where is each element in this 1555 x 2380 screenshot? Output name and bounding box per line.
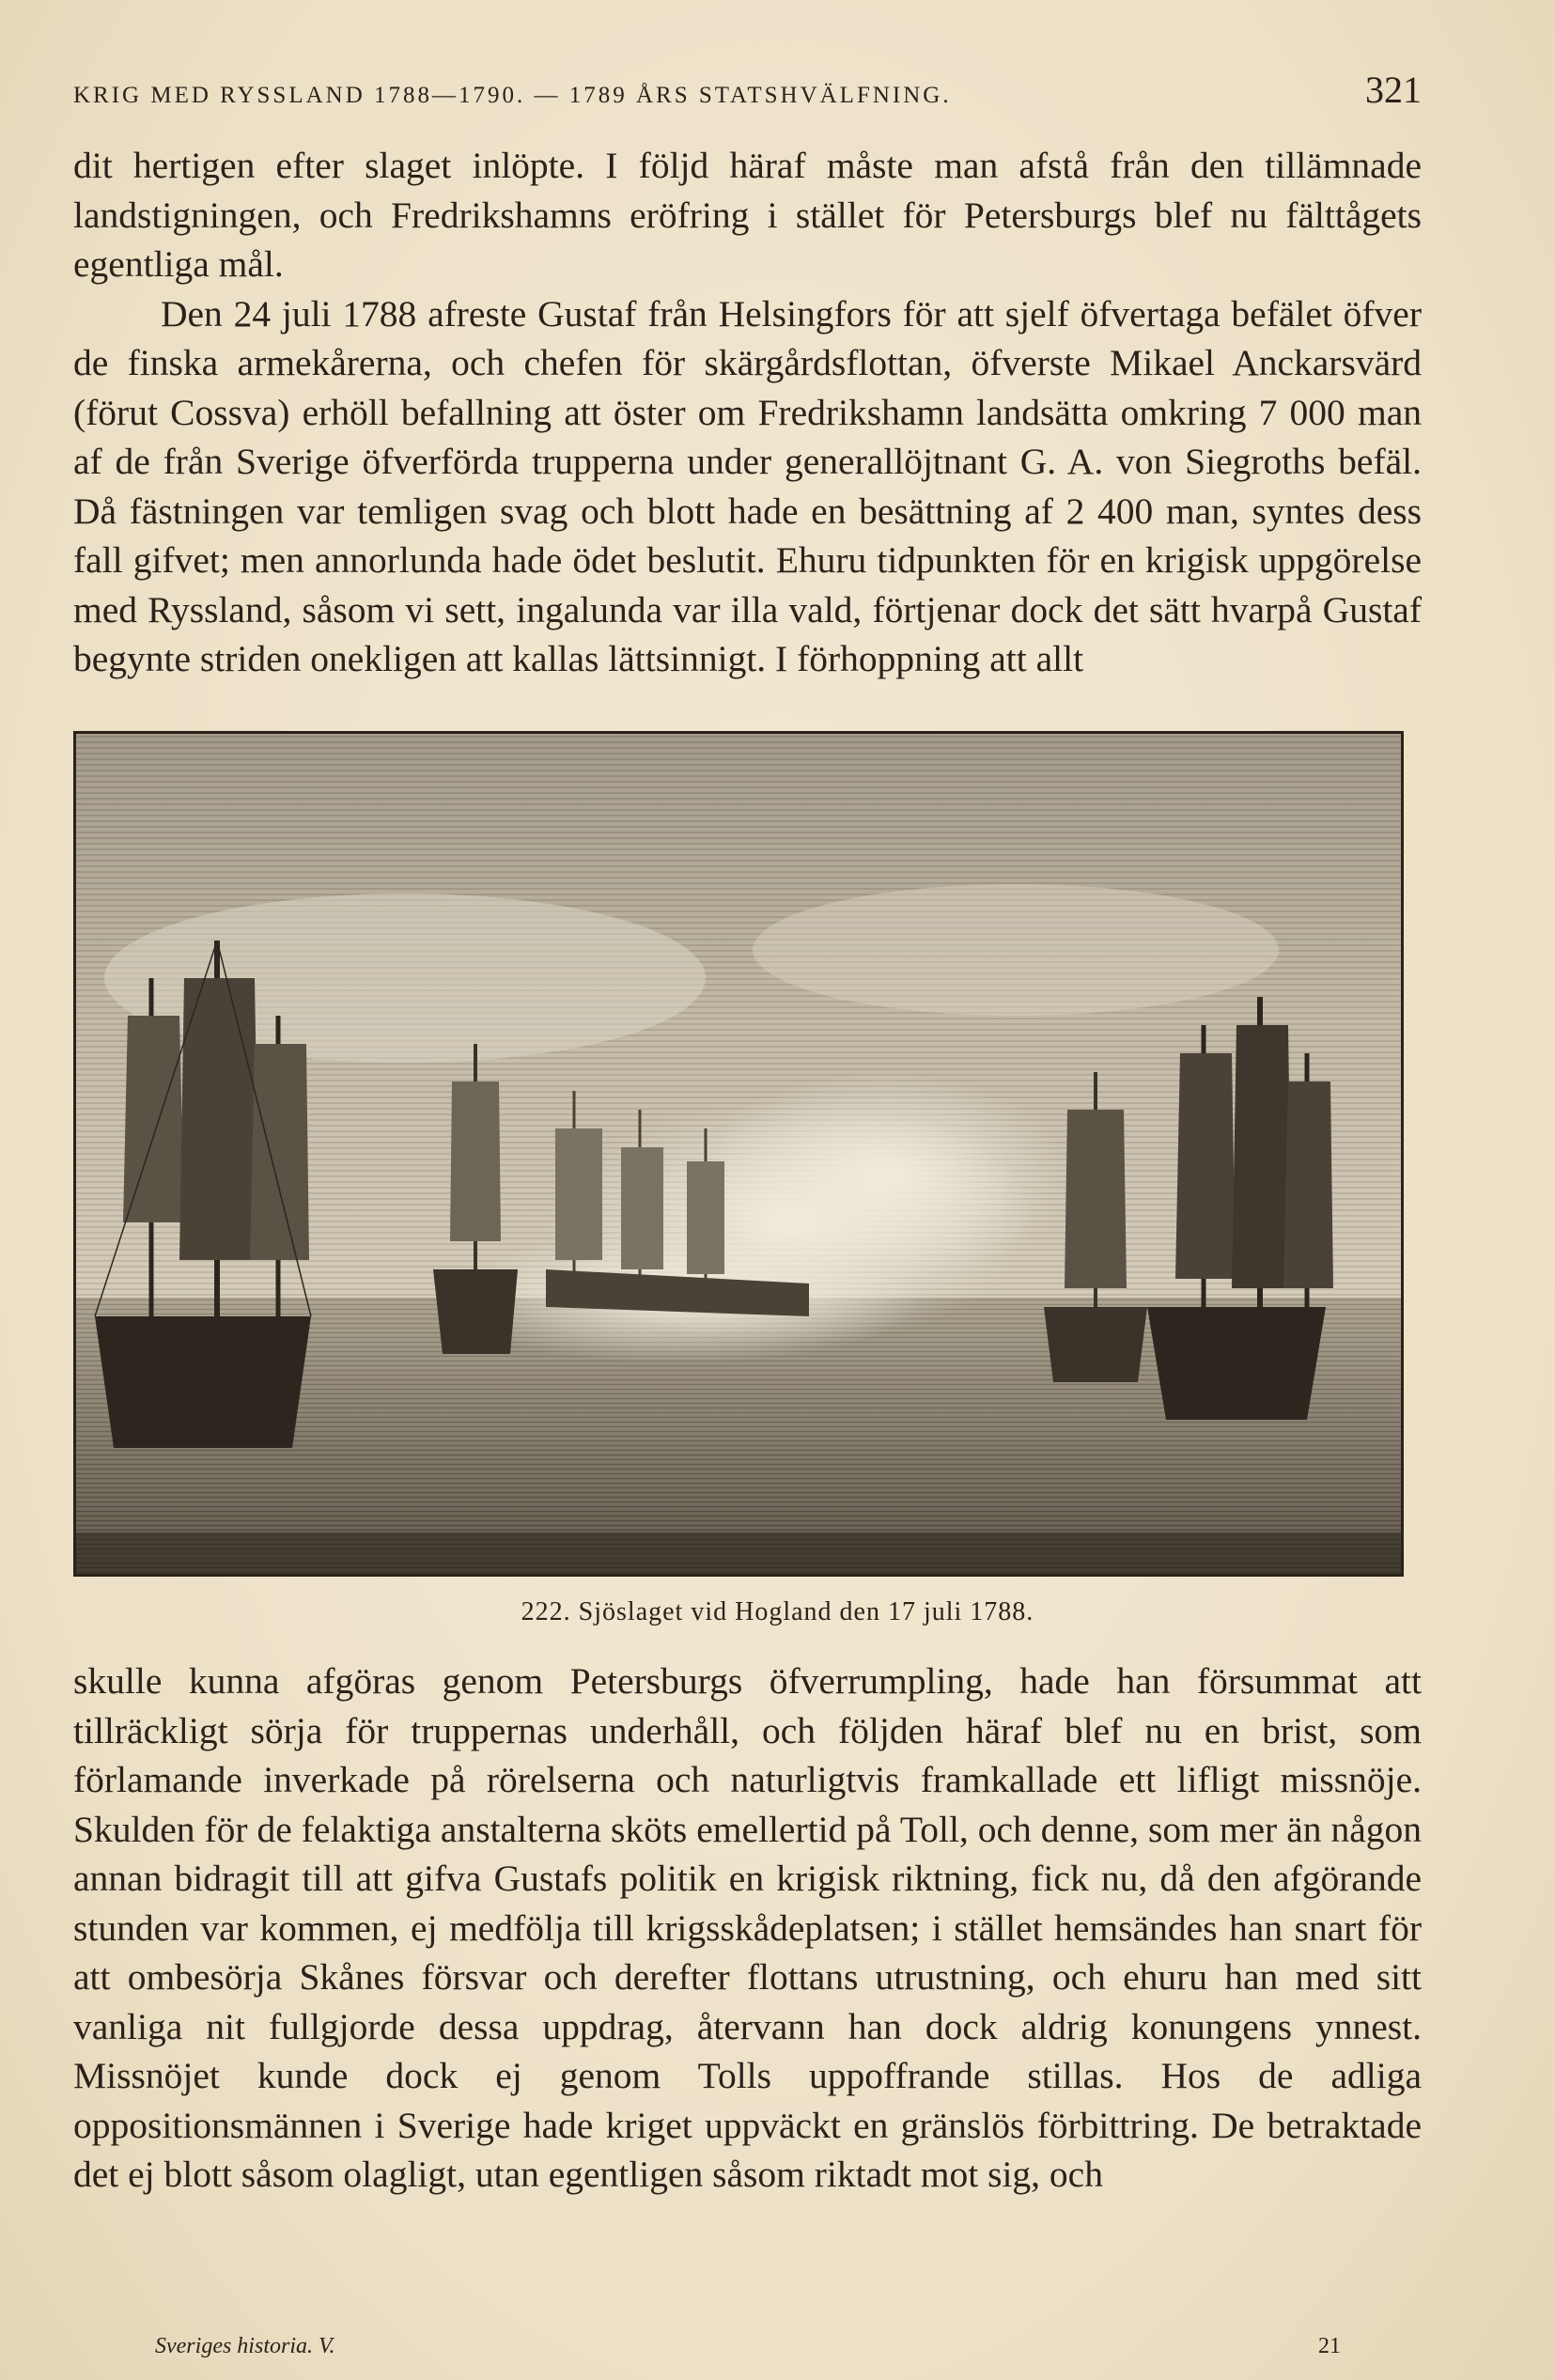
paragraph: dit hertigen efter slaget inlöpte. I följd häraf måste man afstå från den tillämnade landstigningen, och Fredrikshamns eröfring i stället för Petersburgs blef nu fälttågets egentliga mål. — [73, 145, 1422, 285]
paragraph: skulle kunna afgöras genom Petersburgs öfverrumpling, hade han försummat att tillräckligt sörja för truppernas underhåll, och följden häraf blef nu en brist, som förlamande inverkade på rörelserna och naturligtvis framkallade ett lifligt missnöje. Skulden för de felaktiga anstalterna sköts emellertid på Toll, och denne, som mer än någon annan bidragit till att gifva Gustafs politik en krigisk riktning, fick nu, då den afgörande stunden var kommen, ej medfölja till krigsskådeplatsen; i stället hemsändes han snart för att ombesörja Skånes försvar och derefter flottans utrustning, och ehuru han med sitt vanliga nit fullgjorde dessa uppdrag, återvann han dock aldrig konungens ynnest. Missnöjet kunde dock ej genom Tolls uppoffrande stillas. Hos de adliga oppositionsmännen i Sverige hade kriget uppväckt en gränslös förbittring. De betraktade det ej blott såsom olagligt, utan egentligen såsom riktadt mot sig, och — [73, 1660, 1422, 2195]
body-text-bottom — [73, 1657, 1422, 2200]
footer-signature: 21 — [1318, 2334, 1341, 2358]
page-number: 321 — [1365, 69, 1422, 111]
paragraph: Den 24 juli 1788 afreste Gustaf från Helsingfors för att sjelf öfvertaga befälet öfver de finska armekårerna, och chefen för skärgårdsflottan, öfverste Mikael Anckarsvärd (förut Cossva) erhöll befallning att öster om Fredrikshamn landsätta omkring 7 000 man af de från Sverige öfverförda trupperna under generallöjtnant G. A. von Siegroths befäl. Då fästningen var temligen svag och blott hade en besättning af 2 400 man, syntes dess fall gifvet; men annorlunda hade ödet beslutit. Ehuru tidpunkten för en krigisk uppgörelse med Ryssland, såsom vi sett, ingalunda var illa vald, förtjenar dock det sätt hvarpå Gustaf begynte striden onekligen att kallas lättsinnigt. I förhoppning att allt — [73, 292, 1422, 679]
figure-caption: 222. Sjöslaget vid Hogland den 17 juli 1788. — [521, 1597, 1034, 1626]
page-footer — [155, 2334, 1341, 2359]
body-text-top — [73, 141, 1422, 684]
footer-book-title: Sveriges historia. V. — [155, 2334, 335, 2358]
running-title: KRIG MED RYSSLAND 1788—1790. — 1789 ÅRS STATSHVÄLFNING. — [73, 83, 952, 108]
engraving-naval-battle — [73, 731, 1404, 1577]
naval-battle-illustration — [76, 734, 1401, 1574]
running-head — [73, 68, 1422, 115]
